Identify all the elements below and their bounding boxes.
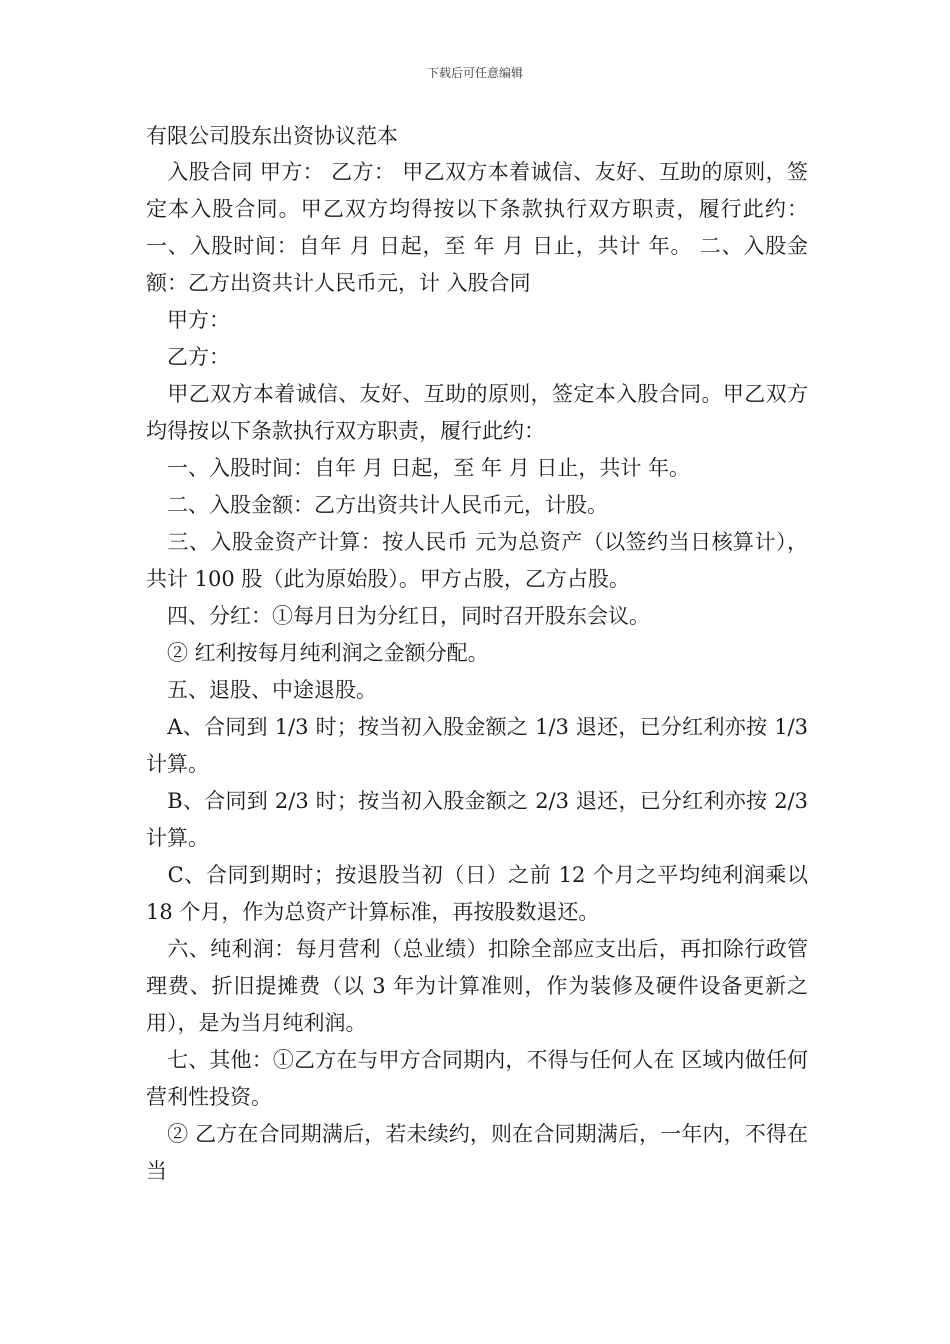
paragraph: B、合同到 2/3 时；按当初入股金额之 2/3 退还，已分红利亦按 2/3 计算。 xyxy=(146,789,808,850)
document-title: 有限公司股东出资协议范本 xyxy=(146,124,398,148)
paragraph: ② 乙方在合同期满后，若未续约，则在合同期满后，一年内，不得在当 xyxy=(146,1122,808,1183)
paragraph: C、合同到期时；按退股当初（日）之前 12 个月之平均纯利润乘以 18 个月，作为总资产计算标准，再按股数退还。 xyxy=(146,863,808,924)
paragraph: 甲方： xyxy=(146,308,230,332)
paragraph: 六、纯利润：每月营利（总业绩）扣除全部应支出后，再扣除行政管理费、折旧提摊费（以 3 年为计算准则，作为装修及硬件设备更新之用），是为当月纯利润。 xyxy=(146,937,808,1035)
paragraph: 甲乙双方本着诚信、友好、互助的原则，签定本入股合同。甲乙双方均得按以下条款执行双方职责，履行此约： xyxy=(146,382,808,443)
paragraph: 三、入股金资产计算：按人民币 元为总资产（以签约当日核算计），共计 100 股（此为原始股）。甲方占股，乙方占股。 xyxy=(146,530,808,591)
paragraph: 七、其他：①乙方在与甲方合同期内，不得与任何人在 区域内做任何营利性投资。 xyxy=(146,1048,808,1109)
paragraph: 五、退股、中途退股。 xyxy=(146,678,377,702)
paragraph: ② 红利按每月纯利润之金额分配。 xyxy=(146,641,489,665)
document-body xyxy=(146,118,808,1190)
paragraph: 乙方： xyxy=(146,345,230,369)
paragraph: 四、分红：①每月日为分红日，同时召开股东会议。 xyxy=(146,604,650,628)
paragraph: 二、入股金额：乙方出资共计人民币元，计股。 xyxy=(146,493,608,517)
page-header: 下载后可任意编辑 xyxy=(426,66,523,80)
paragraph: A、合同到 1/3 时；按当初入股金额之 1/3 退还，已分红利亦按 1/3 计算。 xyxy=(146,715,808,776)
paragraph: 入股合同 甲方： 乙方： 甲乙双方本着诚信、友好、互助的原则，签定本入股合同。甲乙双方均得按以下条款执行双方职责，履行此约： 一、入股时间：自年 月 日起，至 年 月 日止，共计 年。 二、入股金额：乙方出资共计人民币元，计 入股合同 xyxy=(146,160,808,295)
paragraph: 一、入股时间：自年 月 日起，至 年 月 日止，共计 年。 xyxy=(146,456,691,480)
